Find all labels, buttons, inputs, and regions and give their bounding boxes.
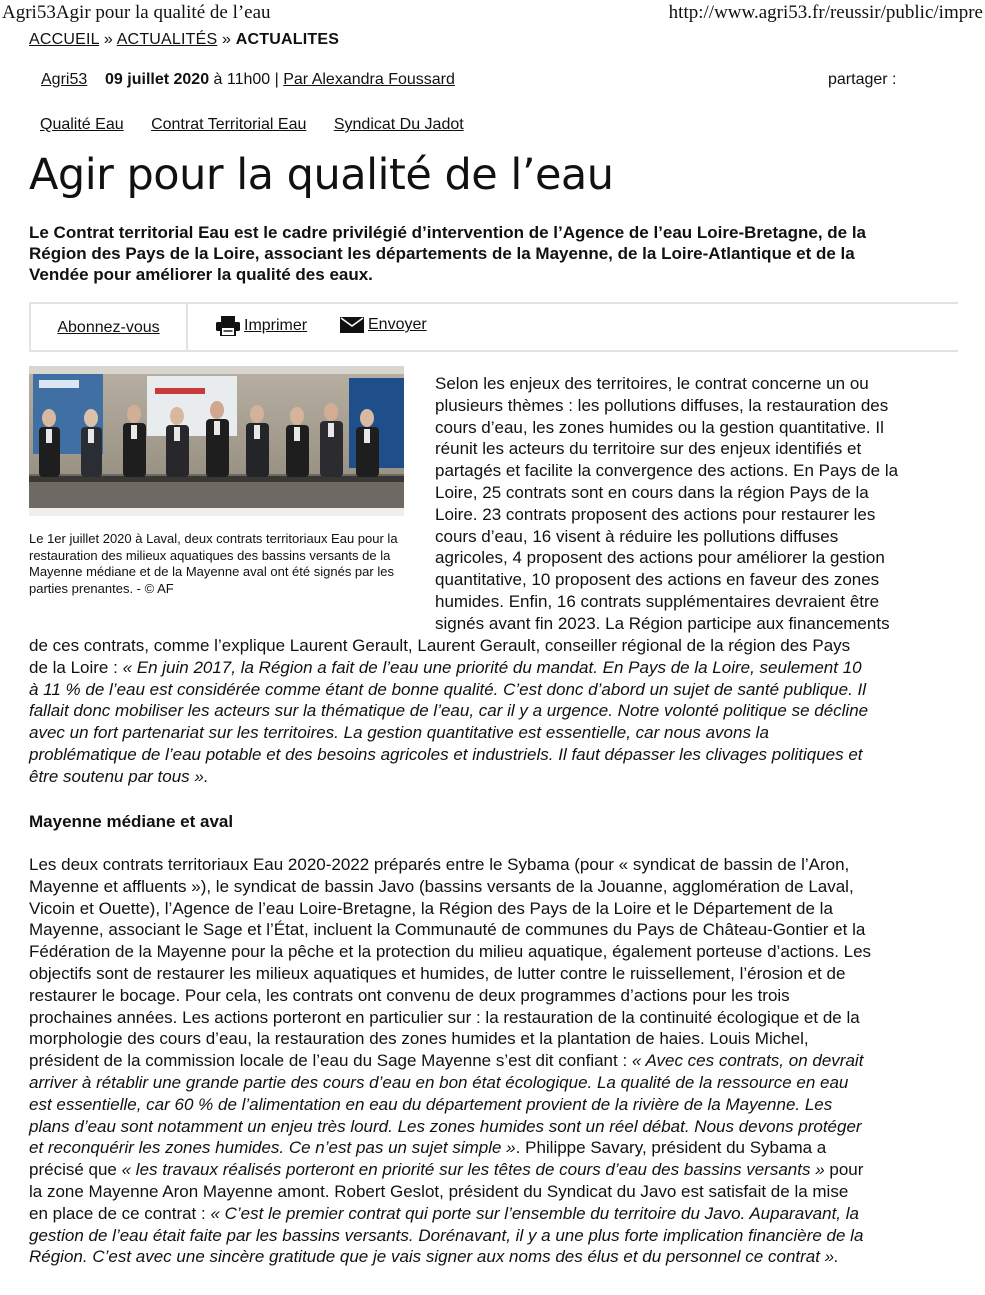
breadcrumb-separator: »: [99, 31, 117, 48]
printer-icon: [216, 316, 240, 336]
text-line: [29, 1137, 959, 1159]
text-run: . Philippe Savary, président du Sybama a: [515, 1138, 827, 1158]
text-line: agricoles, 4 proposent des actions pour améliorer la gestion: [435, 548, 885, 568]
lead-line: Le Contrat territorial Eau est le cadre privilégié d’intervention de l’Agence de l’eau Loire-Bretagne, de la: [29, 223, 867, 242]
print-header: [0, 2, 985, 24]
quote-run: « les travaux réalisés porteront en priorité sur les têtes de cours d’eau des bassins versants »: [121, 1160, 825, 1180]
photo-caption: Le 1er juillet 2020 à Laval, deux contrats territoriaux Eau pour la restauration des milieux aquatiques des bassins versants de la Mayenne médiane et de la Mayenne aval ont été signés par les parties prenantes. - © AF: [29, 531, 398, 596]
text-run: restaurer le bocage. Pour cela, les contrats ont convenu de deux programmes d’actions pour les trois: [29, 985, 790, 1005]
print-button[interactable]: [216, 316, 307, 336]
quote-run: Région. C’est avec une sincère gratitude que je vais signer aux noms des élus et du personnel ce contrat ».: [29, 1247, 839, 1267]
text-line: réunit les acteurs du territoire sur des enjeux identifiés et: [435, 439, 862, 459]
quote-run: « C’est le premier contrat qui porte sur l’ensemble du territoire du Javo. Auparavant, la: [210, 1203, 859, 1223]
breadcrumb-home-link[interactable]: ACCUEIL: [29, 31, 100, 48]
text-line: [29, 1072, 959, 1094]
breadcrumb-current: ACTUALITES: [235, 31, 340, 48]
quote-run: « En juin 2017, la Région a fait de l’eau une priorité du mandat. En Pays de la Loire, seulement 10: [122, 657, 862, 677]
share-label: partager :: [828, 71, 897, 88]
text-line: [29, 1246, 959, 1268]
quote-run: est essentielle, car 60 % de l’alimentation en eau du département provient de la rivière de la Mayenne. Les: [29, 1094, 833, 1114]
text-line: [29, 635, 959, 657]
text-run: prochaines années. Les actions porteront en particulier sur : la restauration de la continuité écologique et de la: [29, 1007, 860, 1027]
text-line: [29, 1116, 959, 1138]
tag-link[interactable]: Contrat Territorial Eau: [151, 116, 307, 133]
text-line: quantitative, 10 proposent des actions en faveur des zones: [435, 570, 880, 590]
text-run: de la Loire :: [29, 657, 123, 677]
quote-run: gestion de l’eau était faite par les bassins versants. Dorénavant, il y a une plus forte implication financière de la: [29, 1225, 864, 1245]
text-run: morphologie des cours d’eau, la restauration des zones humides et la plantation de haies. Louis Michel,: [29, 1029, 809, 1049]
send-button[interactable]: [340, 316, 427, 334]
article-paragraph-3: [29, 854, 959, 1268]
subscribe-label: Abonnez-vous: [57, 319, 160, 336]
quote-run: plans d’eau sont notamment un enjeu très lourd. Les zones humides sont un réel débat. Nous devons protéger: [29, 1116, 862, 1136]
print-page-title: Agri53Agir pour la qualité de l’eau: [2, 2, 271, 23]
group-photo-illustration: [29, 366, 404, 516]
text-line: [29, 898, 959, 920]
text-run: pour: [824, 1160, 864, 1180]
breadcrumb-news-link[interactable]: ACTUALITÉS: [116, 31, 218, 48]
text-run: président de la commission locale de l’eau du Sage Mayenne s’est dit confiant :: [29, 1051, 632, 1071]
text-line: cours d’eau, 16 visent à réduire les pollutions diffuses: [435, 526, 839, 546]
text-line: Loire, 25 contrats sont en cours dans la région Pays de la: [435, 482, 869, 502]
text-run: en place de ce contrat :: [29, 1203, 211, 1223]
author-link[interactable]: Par Alexandra Foussard: [283, 71, 455, 88]
text-line: [29, 679, 959, 701]
text-line: [29, 1007, 959, 1029]
text-line: [29, 722, 959, 744]
text-line: [29, 1181, 959, 1203]
text-line: [29, 1203, 959, 1225]
article-title: Agir pour la qualité de l’eau: [29, 150, 614, 200]
text-line: [29, 985, 959, 1007]
text-line: [29, 1159, 959, 1181]
print-label: Imprimer: [244, 317, 308, 335]
text-line: [29, 744, 959, 766]
quote-run: « Avec ces contrats, on devrait: [631, 1051, 864, 1071]
tag-link[interactable]: Qualité Eau: [40, 116, 124, 133]
text-line: [29, 700, 959, 722]
text-run: Mayenne et affluents »), le syndicat de bassin Javo (bassins versants de la Jouanne, agglomération de Laval,: [29, 876, 854, 896]
text-line: [29, 941, 959, 963]
text-run: Vicoin et Ouette), l’Agence de l’eau Loire-Bretagne, la Région des Pays de la Loire et le Département de la: [29, 898, 833, 918]
quote-run: arriver à rétablir une grande partie des cours d’eau en bon état écologique. La qualité de la ressource en eau: [29, 1072, 849, 1092]
envelope-icon: [340, 317, 364, 333]
text-run: la zone Mayenne Aron Mayenne amont. Robert Geslot, président du Syndicat du Javo est satisfait de la mise: [29, 1181, 849, 1201]
text-line: humides. Enfin, 16 contrats supplémentaires devraient être: [435, 591, 880, 611]
text-line: [29, 766, 959, 788]
text-line: signés avant fin 2023. La Région participe aux financements: [435, 613, 890, 633]
quote-run: et reconquérir les zones humides. Ce n’est pas un sujet simple »: [29, 1138, 516, 1158]
article-meta: [41, 71, 455, 89]
text-run: précisé que: [29, 1160, 122, 1180]
quote-run: à 11 % de l’eau est considérée comme étant de bonne qualité. C’est donc d’abord un sujet de santé publique. Il: [29, 679, 867, 699]
text-line: cours d’eau, les zones humides ou la gestion quantitative. Il: [435, 417, 884, 437]
publish-date: 09 juillet 2020: [105, 71, 210, 88]
text-line: Loire. 23 contrats proposent des actions pour restaurer les: [435, 504, 876, 524]
article-paragraph-1: [435, 373, 957, 635]
text-line: partagés et facilite la convergence des actions. En Pays de la: [435, 461, 899, 481]
publish-time: à 11h00 |: [209, 71, 284, 88]
text-run: objectifs sont de restaurer les milieux aquatiques et humides, de lutter contre le ruissellement, l’érosion et de: [29, 963, 846, 983]
breadcrumb-separator: »: [217, 31, 236, 48]
text-line: [29, 919, 959, 941]
send-label: Envoyer: [368, 316, 427, 333]
text-run: Les deux contrats territoriaux Eau 2020-2022 préparés entre le Sybama (pour « syndicat de bassin de l’Aron,: [29, 855, 850, 874]
print-page-url: http://www.agri53.fr/reussir/public/impre: [668, 2, 983, 23]
breadcrumb: [29, 31, 339, 49]
tag-link[interactable]: Syndicat Du Jadot: [333, 116, 464, 133]
source-link[interactable]: Agri53: [41, 71, 88, 88]
text-run: de ces contrats, comme l’explique Laurent Gerault, Laurent Gerault, conseiller régional de la région des Pays: [29, 636, 851, 655]
quote-run: fallait donc mobiliser les acteurs sur la thématique de l’eau, car il y a urgence. Notre volonté politique se décline: [29, 701, 869, 721]
text-line: plusieurs thèmes : les pollutions diffuses, la restauration des: [435, 395, 889, 415]
article-lead: [29, 222, 959, 285]
text-line: [29, 1225, 959, 1247]
tag-list: [40, 116, 487, 134]
text-line: [29, 963, 959, 985]
lead-line: Région des Pays de la Loire, associant les départements de la Mayenne, de la Loire-Atlantique et de la: [29, 244, 855, 263]
quote-run: être soutenu par tous ».: [29, 766, 209, 786]
text-line: [29, 876, 959, 898]
article-toolbar: [29, 302, 958, 352]
lead-line: Vendée pour améliorer la qualité des eaux.: [29, 265, 373, 284]
text-run: Mayenne, associant le Sage et l’État, incluent la Communauté de communes du Pays de Château-Gontier et la: [29, 920, 866, 940]
text-line: [29, 1028, 959, 1050]
quote-run: avec un fort partenariat sur les territoires. La gestion quantitative est essentielle, car nous avons la: [29, 723, 769, 743]
section-heading: Mayenne médiane et aval: [29, 812, 234, 831]
subscribe-button[interactable]: [29, 304, 188, 350]
text-line: Selon les enjeux des territoires, le contrat concerne un ou: [435, 374, 869, 393]
text-run: Fédération de la Mayenne pour la pêche et la protection du milieu aquatique, également porteuse d’actions. Les: [29, 942, 872, 962]
text-line: [29, 1050, 959, 1072]
article-paragraph-2: [29, 635, 959, 788]
article-photo: [29, 366, 404, 516]
quote-run: problématique de l’eau potable et des besoins agricoles et industriels. Il faut dépasser les clivages politiques et: [29, 744, 863, 764]
text-line: [29, 657, 959, 679]
text-line: [29, 854, 959, 876]
text-line: [29, 1094, 959, 1116]
